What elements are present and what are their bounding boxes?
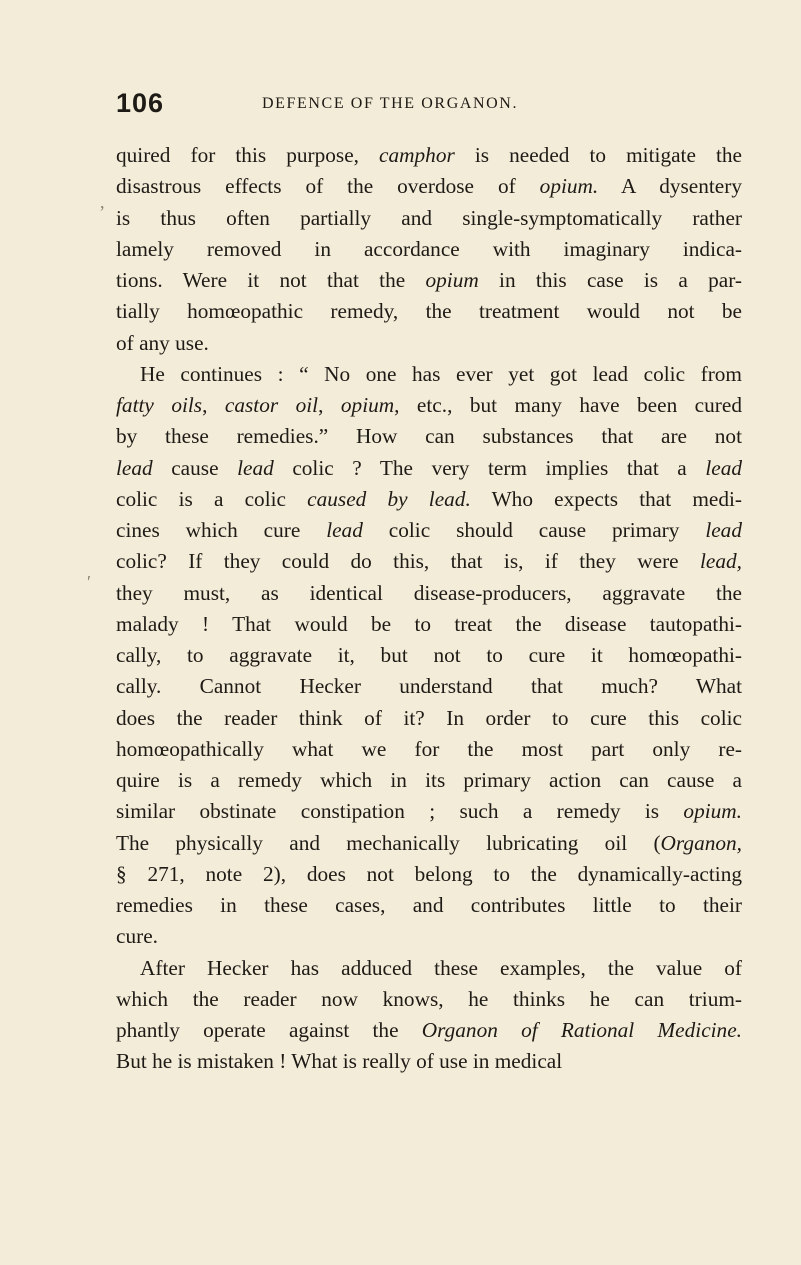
- italic-text: caused by lead.: [307, 486, 471, 511]
- text-line: [116, 921, 742, 952]
- text-segment: , etc., but many have been cured: [394, 393, 742, 417]
- italic-text: lead: [116, 455, 153, 480]
- text-segment: colic ? The very term implies that a: [273, 455, 706, 480]
- page-header: [116, 88, 776, 122]
- italic-text: opium: [340, 393, 395, 417]
- text-line: [116, 359, 742, 390]
- text-line: [116, 765, 742, 796]
- page-number: 106: [116, 88, 165, 118]
- text-line: [116, 953, 742, 984]
- text-segment: ,: [318, 393, 341, 417]
- text-segment: disastrous effects of the overdose of: [116, 174, 540, 199]
- text-segment: A dysentery: [598, 174, 742, 199]
- text-line: [116, 859, 742, 890]
- running-title: DEFENCE OF THE ORGANON.: [262, 95, 519, 112]
- text-line: [116, 734, 742, 765]
- text-segment: After Hecker has adduced these examples, the value of: [140, 955, 742, 980]
- italic-text: lead: [705, 518, 742, 542]
- italic-text: opium.: [539, 174, 599, 199]
- text-segment: malady ! That would be to treat the disease tautopathi-: [116, 611, 742, 636]
- italic-text: lead: [237, 455, 274, 480]
- text-segment: homœopathically what we for the most part only re-: [116, 736, 742, 761]
- text-segment: He continues : “ No one has ever yet got lead colic from: [140, 361, 742, 386]
- text-segment: colic is a colic: [116, 486, 308, 511]
- text-line: [116, 796, 742, 827]
- text-segment: does the reader think of it? In order to cure this colic: [116, 705, 742, 730]
- text-line: [116, 578, 742, 609]
- text-segment: tions. Were it not that the: [116, 268, 426, 292]
- text-segment: phantly operate against the: [116, 1018, 422, 1042]
- text-line: [116, 390, 742, 421]
- text-segment: cally. Cannot Hecker understand that much? What: [116, 674, 742, 699]
- text-line: [116, 296, 742, 327]
- italic-text: Organon,: [660, 830, 742, 855]
- body-text: [116, 140, 742, 1078]
- text-segment: is needed to mitigate the: [454, 143, 742, 167]
- text-segment: colic? If they could do this, that is, if they were: [116, 549, 700, 574]
- text-line: [116, 421, 742, 452]
- margin-mark: ,: [100, 192, 105, 212]
- text-segment: cines which cure: [116, 518, 327, 542]
- text-segment: similar obstinate constipation ; such a remedy is: [116, 799, 684, 824]
- text-line: [116, 203, 742, 234]
- text-segment: cause: [152, 455, 238, 480]
- text-segment: cally, to aggravate it, but not to cure it homœopathi-: [116, 643, 742, 667]
- text-line: [116, 640, 742, 671]
- italic-text: castor oil: [224, 393, 319, 417]
- text-line: [116, 609, 742, 640]
- text-segment: by these remedies.” How can substances that are not: [116, 424, 742, 449]
- italic-text: opium: [425, 268, 479, 292]
- text-line: [116, 1015, 742, 1046]
- italic-text: Organon of Rational Medicine.: [421, 1018, 742, 1042]
- italic-text: lead: [705, 455, 742, 480]
- text-line: [116, 234, 742, 265]
- italic-text: opium.: [683, 799, 742, 824]
- text-line: [116, 1046, 742, 1077]
- italic-text: fatty oils: [116, 393, 203, 417]
- text-line: [116, 703, 742, 734]
- text-line: [116, 171, 742, 202]
- margin-mark: ′: [87, 572, 91, 592]
- text-segment: The physically and mechanically lubricating oil (: [116, 830, 661, 855]
- text-line: [116, 515, 742, 546]
- text-line: [116, 140, 742, 171]
- text-segment: they must, as identical disease-producers, aggravate the: [116, 580, 742, 605]
- italic-text: lead: [326, 518, 363, 542]
- text-line: [116, 328, 742, 359]
- text-line: [116, 546, 742, 577]
- text-segment: in this case is a par-: [478, 268, 742, 292]
- text-segment: of any use.: [116, 330, 209, 355]
- text-line: [116, 265, 742, 296]
- text-segment: is thus often partially and single-symptomatically rather: [116, 205, 742, 230]
- italic-text: lead,: [700, 549, 742, 574]
- text-line: [116, 984, 742, 1015]
- text-segment: But he is mistaken ! What is really of use in medical: [116, 1049, 563, 1074]
- text-line: [116, 890, 742, 921]
- text-segment: tially homœopathic remedy, the treatment would not be: [116, 299, 742, 324]
- text-segment: quired for this purpose,: [116, 143, 380, 167]
- text-segment: ,: [202, 393, 225, 417]
- text-line: [116, 484, 742, 515]
- italic-text: camphor: [379, 143, 455, 167]
- text-segment: colic should cause primary: [362, 518, 706, 542]
- text-segment: which the reader now knows, he thinks he can trium-: [116, 986, 742, 1011]
- text-segment: lamely removed in accordance with imaginary indica-: [116, 236, 742, 261]
- text-segment: § 271, note 2), does not belong to the dynamically-acting: [116, 861, 742, 886]
- text-segment: quire is a remedy which in its primary action can cause a: [116, 768, 742, 792]
- text-segment: cure.: [116, 924, 158, 949]
- text-segment: Who expects that medi-: [470, 486, 742, 511]
- text-line: [116, 828, 742, 859]
- text-line: [116, 671, 742, 702]
- text-segment: remedies in these cases, and contributes little to their: [116, 893, 742, 917]
- text-line: [116, 453, 742, 484]
